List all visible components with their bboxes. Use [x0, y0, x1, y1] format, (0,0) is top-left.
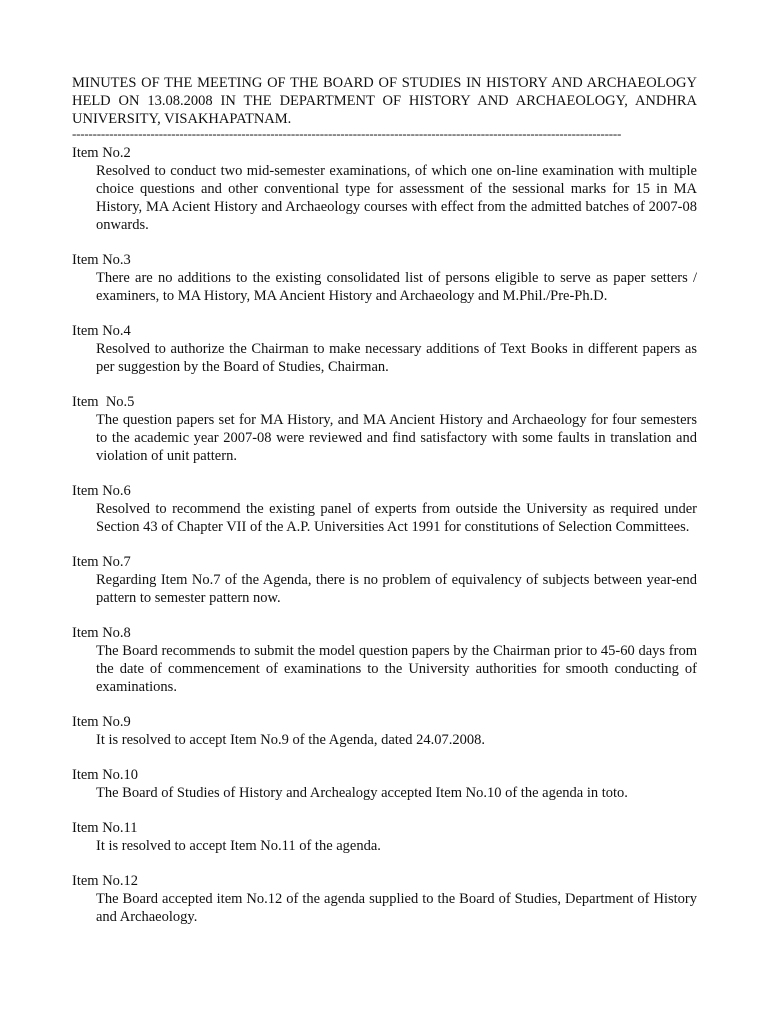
item-number: Item No.3 — [72, 252, 131, 268]
document-heading: MINUTES OF THE MEETING OF THE BOARD OF STUDIES IN HISTORY AND ARCHAEOLOGY HELD ON 13.08.2008 IN THE DEPARTMENT OF HISTORY AND ARCHAEOLOGY, ANDHRA UNIVERSITY, VISAKHAPATNAM. — [72, 75, 697, 127]
item-5 — [72, 393, 697, 465]
item-resolution: It is resolved to accept Item No.9 of the Agenda, dated 24.07.2008. — [96, 732, 485, 748]
item-resolution: Resolved to recommend the existing panel of experts from outside the University as required under Section 43 of Chapter VII of the A.P. Universities Act 1991 for constitutions of Selection Committees. — [96, 501, 697, 535]
item-number: Item No.9 — [72, 714, 131, 730]
item-8 — [72, 624, 697, 696]
item-number: Item No.12 — [72, 873, 139, 889]
item-number: Item No.8 — [72, 625, 131, 641]
item-resolution: The Board recommends to submit the model question papers by the Chairman prior to 45-60 days from the date of commencement of examinations to the University authorities for smooth conducting of examinations. — [96, 643, 697, 695]
item-number: Item No.7 — [72, 554, 131, 570]
item-12 — [72, 872, 697, 926]
item-number: Item No.2 — [72, 145, 131, 161]
document-page — [72, 74, 697, 943]
item-2 — [72, 144, 697, 234]
item-number: Item No.6 — [72, 483, 131, 499]
item-number: Item No.4 — [72, 323, 131, 339]
item-resolution: Resolved to conduct two mid-semester examinations, of which one on-line examination with multiple choice questions and other conventional type for assessment of the sessional marks for 15 in MA History, MA Acient History and Archaeology courses with effect from the admitted batches of 2007-08 onwards. — [96, 163, 697, 233]
item-number: Item No.5 — [72, 394, 135, 410]
item-4 — [72, 322, 697, 376]
item-number: Item No.11 — [72, 820, 138, 836]
item-resolution: The Board accepted item No.12 of the agenda supplied to the Board of Studies, Department of History and Archaeology. — [96, 891, 697, 925]
item-number: Item No.10 — [72, 767, 139, 783]
item-11 — [72, 819, 697, 855]
item-resolution: There are no additions to the existing consolidated list of persons eligible to serve as paper setters / examiners, to MA History, MA Ancient History and Archaeology and M.Phil./Pre-Ph.D. — [96, 270, 697, 304]
item-resolution: It is resolved to accept Item No.11 of the agenda. — [96, 838, 381, 854]
item-resolution: Resolved to authorize the Chairman to make necessary additions of Text Books in different papers as per suggestion by the Board of Studies, Chairman. — [96, 341, 697, 375]
item-3 — [72, 251, 697, 305]
item-resolution: The question papers set for MA History, and MA Ancient History and Archaeology for four semesters to the academic year 2007-08 were reviewed and find satisfactory with some faults in translation and violation of unit pattern. — [96, 412, 697, 464]
item-6 — [72, 482, 697, 536]
item-9 — [72, 713, 697, 749]
item-resolution: The Board of Studies of History and Archealogy accepted Item No.10 of the agenda in toto. — [96, 785, 628, 801]
item-resolution: Regarding Item No.7 of the Agenda, there is no problem of equivalency of subjects between year-end pattern to semester pattern now. — [96, 572, 697, 606]
item-7 — [72, 553, 697, 607]
separator-rule: ------------------------------------------------------------------------------------------------------------------------------------- — [72, 128, 622, 141]
item-10 — [72, 766, 697, 802]
